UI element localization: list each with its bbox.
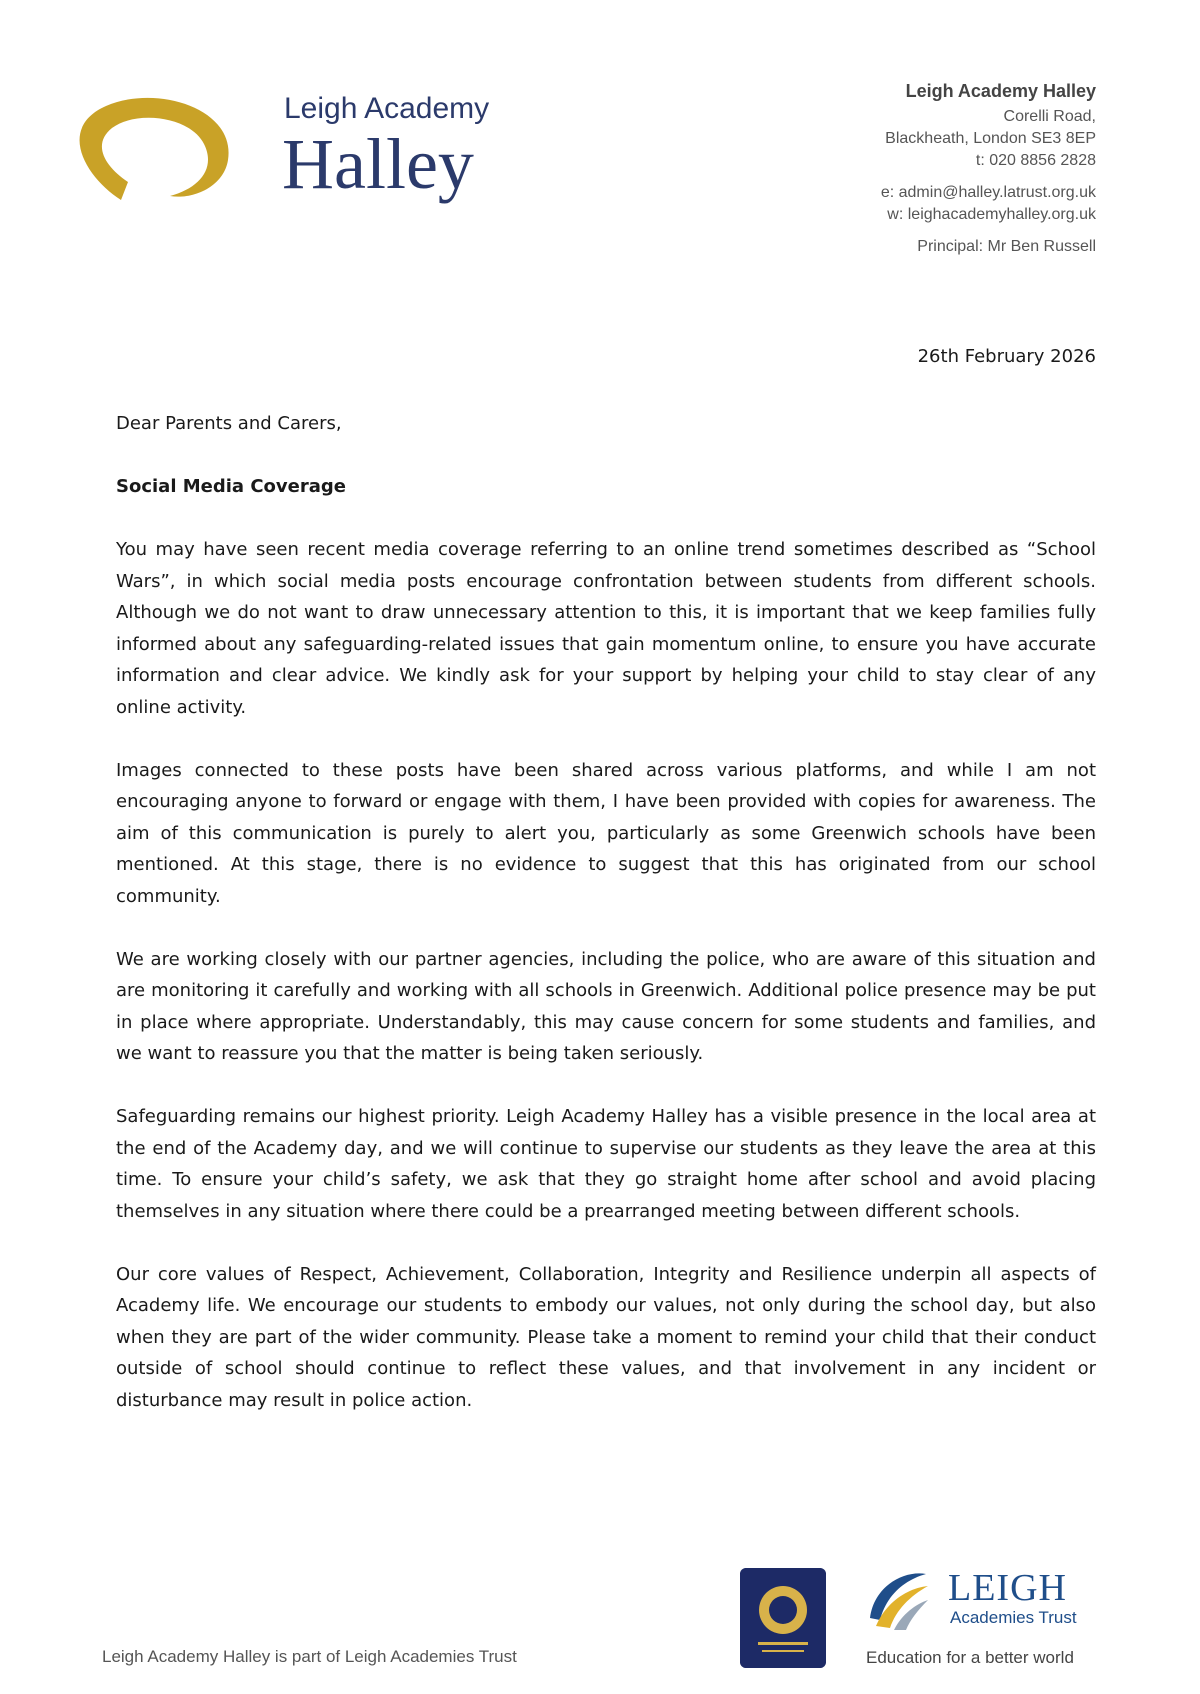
company-crest-icon	[740, 1568, 826, 1668]
subject-heading: Social Media Coverage	[116, 476, 346, 497]
trust-subtitle: Academies Trust	[950, 1608, 1077, 1627]
academy-swoosh-logo	[66, 88, 256, 218]
paragraph-2: Images connected to these posts have been shared across various platforms, and while I am not encouraging anyone to forward or engage with them, I have been provided with copies for awareness. The aim of this communication is purely to alert you, particularly as some Greenwich schools have been mentioned. At this stage, there is no evidence to suggest that this has originated from our school community.	[116, 759, 1096, 907]
footer-note: Leigh Academy Halley is part of Leigh Academies Trust	[102, 1647, 517, 1666]
letter-date: 26th February 2026	[917, 346, 1096, 367]
paragraph-5: Our core values of Respect, Achievement, Collaboration, Integrity and Resilience underpin all aspects of Academy life. We encourage our students to embody our values, not only during the school day, but also when they are part of the wider community. Please take a moment to remind your child that their conduct outside of school should continue to reflect these values, and that involvement in any incident or disturbance may result in police action.	[116, 1263, 1096, 1411]
address-school-name: Leigh Academy Halley	[905, 81, 1096, 101]
address-web: w: leighacademyhalley.org.uk	[887, 206, 1096, 223]
trust-name: LEIGH	[948, 1567, 1067, 1609]
academy-name-line2: Halley	[282, 124, 474, 204]
address-block	[881, 80, 1096, 258]
address-email: e: admin@halley.latrust.org.uk	[880, 184, 1096, 201]
trust-tagline: Education for a better world	[866, 1648, 1074, 1667]
paragraph-4: Safeguarding remains our highest priority. Leigh Academy Halley has a visible presence in the local area at the end of the Academy day, and we will continue to supervise our students as they leave the area at this time. To ensure your child’s safety, we ask that they go straight home after school and avoid placing themselves in any situation where there could be a prearranged meeting between different schools.	[116, 1106, 1096, 1222]
address-city: Blackheath, London SE3 8EP	[885, 130, 1096, 147]
paragraph-3: We are working closely with our partner agencies, including the police, who are aware of this situation and are monitoring it carefully and working with all schools in Greenwich. Additional police presence may be put in place where appropriate. Understandably, this may cause concern for some students and families, and we want to reassure you that the matter is being taken seriously.	[116, 948, 1096, 1064]
academy-name-line1: Leigh Academy	[284, 92, 490, 125]
address-principal: Principal: Mr Ben Russell	[917, 238, 1096, 255]
address-phone: t: 020 8856 2828	[975, 152, 1096, 169]
address-street: Corelli Road,	[1003, 108, 1096, 125]
salutation: Dear Parents and Carers,	[116, 413, 342, 434]
trust-logo-icon	[864, 1566, 930, 1632]
paragraph-1: You may have seen recent media coverage referring to an online trend sometimes described as “School Wars”, in which social media posts encourage confrontation between students from different schools. Although we do not want to draw unnecessary attention to this, it is important that we keep families fully informed about any safeguarding-related issues that gain momentum online, to ensure you have accurate information and clear advice. We kindly ask for your support by helping your child to stay clear of any online activity.	[116, 539, 1096, 718]
letter-body	[116, 408, 1096, 1448]
